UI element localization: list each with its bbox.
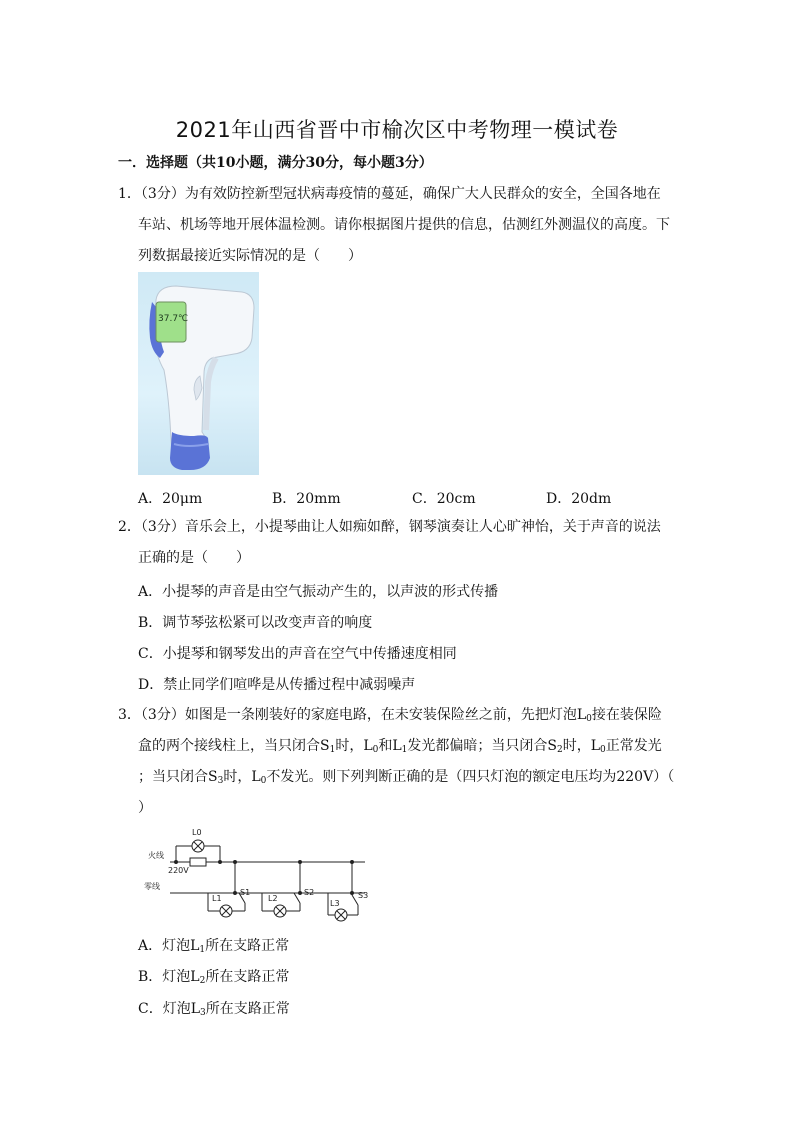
voltage-label: 220V <box>168 866 189 875</box>
s1-label: S1 <box>240 888 251 897</box>
q2-option-c: C．小提琴和钢琴发出的声音在空气中传播速度相同 <box>138 646 457 662</box>
q2-option-a: A．小提琴的声音是由空气振动产生的，以声波的形式传播 <box>138 584 499 600</box>
q1-option-d: D．20dm <box>546 491 612 507</box>
q1-option-b: B．20mm <box>272 491 341 507</box>
s3-label: S3 <box>358 891 369 900</box>
q3-line-4: ） <box>138 800 152 816</box>
q3-line-3: ；当只闭合$S_3$时，$L_0$不发光。则下列判断正确的是（四只灯泡的额定电压均为220V）（ <box>138 769 675 786</box>
fire-wire-label: 火线 <box>148 851 164 860</box>
q1-option-c: C．20cm <box>412 491 476 507</box>
circuit-diagram <box>140 823 380 923</box>
q3-line-2: 盒的两个接线柱上，当只闭合$S_1$时，$L_0$和$L_1$发光都偏暗；当只闭合$S_2$时，$L_0$正常发光 <box>138 738 662 755</box>
q3-option-c: C．灯泡$L_3$所在支路正常 <box>138 1001 290 1018</box>
q2-line-1: 2．（3分）音乐会上，小提琴曲让人如痴如醉，钢琴演奏让人心旷神怡，关于声音的说法 <box>118 519 661 535</box>
s2-label: S2 <box>304 888 315 897</box>
q2-option-b: B．调节琴弦松紧可以改变声音的响度 <box>138 615 373 631</box>
section-heading: 一．选择题（共10小题，满分30分，每小题3分） <box>118 155 433 171</box>
q3-option-a: A．灯泡$L_1$所在支路正常 <box>138 938 290 955</box>
q1-line-3: 列数据最接近实际情况的是（ ） <box>138 248 362 264</box>
l0-label: L0 <box>192 828 202 837</box>
thermometer-screen-reading: 37.7℃ <box>158 314 189 324</box>
l3-label: L3 <box>330 899 340 908</box>
q3-option-b: B．灯泡$L_2$所在支路正常 <box>138 969 290 986</box>
thermometer-gun-icon <box>138 272 259 475</box>
q1-option-a: A．20μm <box>138 491 203 507</box>
l1-label: L1 <box>212 894 222 903</box>
q3-line-1: 3．（3分）如图是一条刚装好的家庭电路，在未安装保险丝之前，先把灯泡$L_0$接在装保险 <box>118 707 662 724</box>
zero-wire-label: 零线 <box>144 882 160 891</box>
thermometer-image <box>138 272 259 475</box>
q1-line-2: 车站、机场等地开展体温检测。请你根据图片提供的信息，估测红外测温仪的高度。下 <box>138 217 670 233</box>
q1-line-1: 1．（3分）为有效防控新型冠状病毒疫情的蔓延，确保广大人民群众的安全，全国各地在 <box>118 186 661 202</box>
q2-line-2: 正确的是（ ） <box>138 550 250 566</box>
l2-label: L2 <box>268 894 278 903</box>
q2-option-d: D．禁止同学们喧哗是从传播过程中减弱噪声 <box>138 677 416 693</box>
page-title: 2021年山西省晋中市榆次区中考物理一模试卷 <box>175 118 619 142</box>
